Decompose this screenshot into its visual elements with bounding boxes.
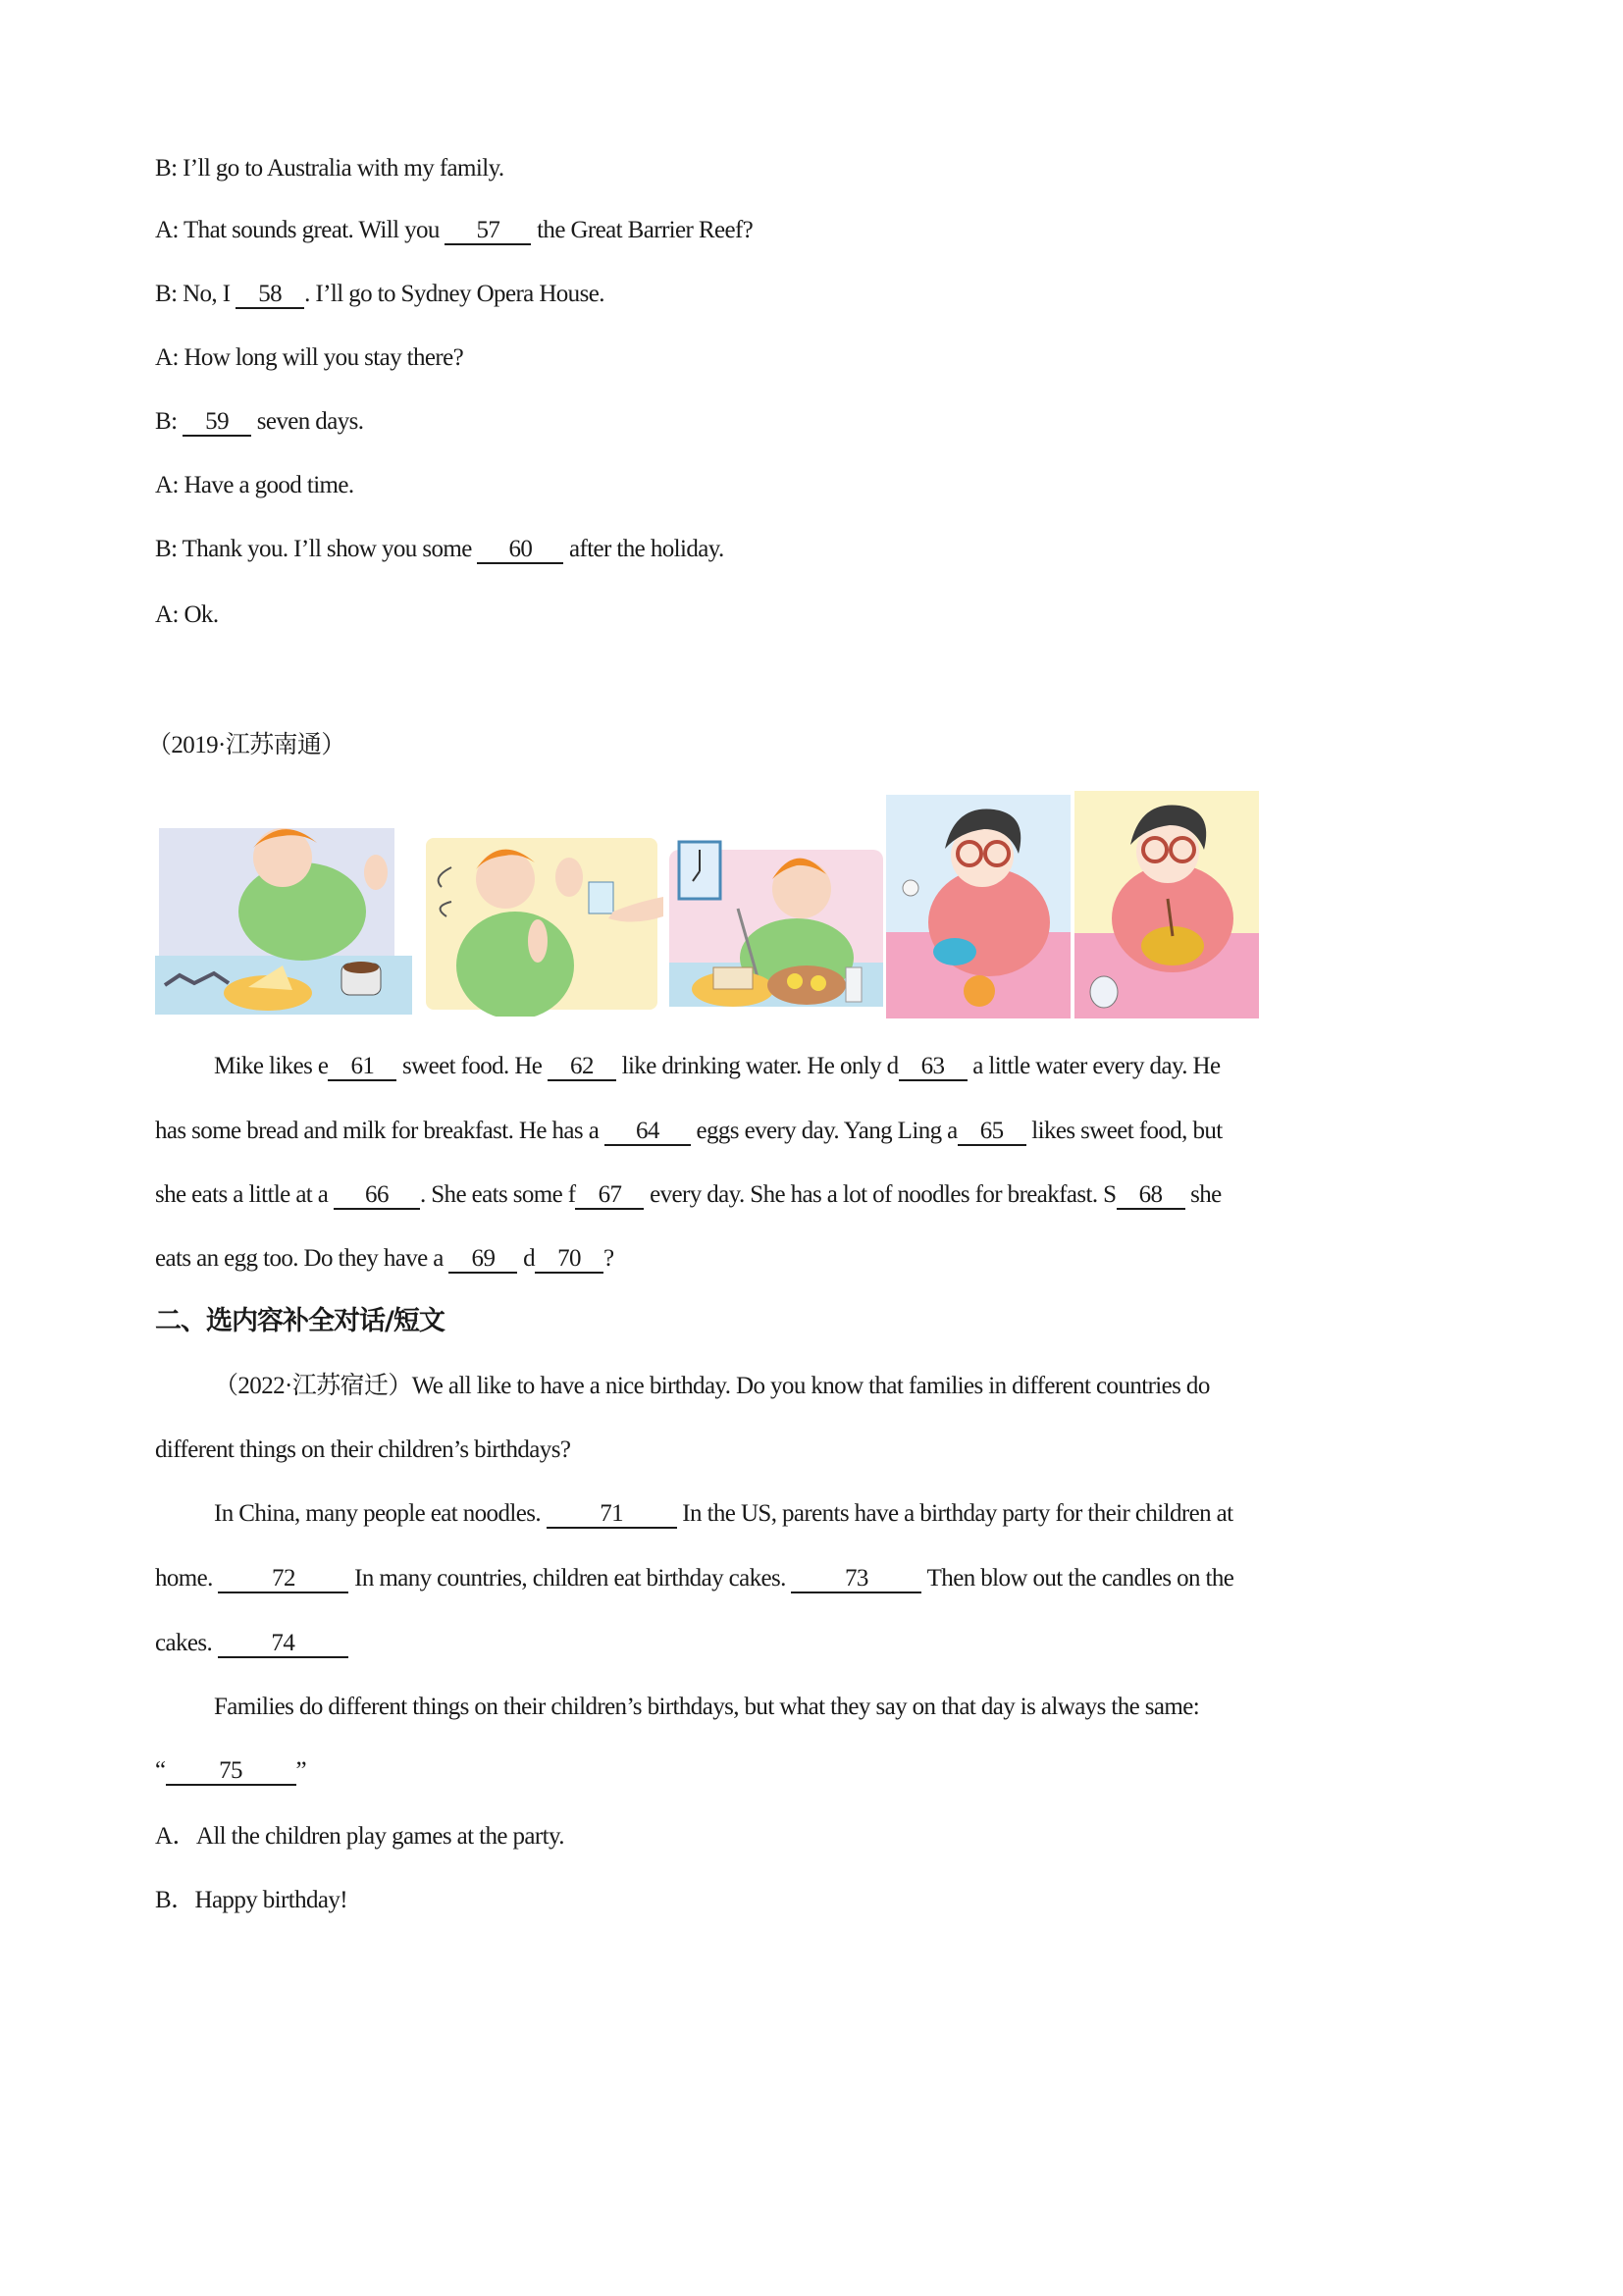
blank-63[interactable]: 63	[899, 1054, 968, 1081]
passage-text: cakes.	[155, 1630, 218, 1656]
speaker: A:	[155, 217, 179, 243]
dialogue-text: I’ll go to Australia with my family.	[183, 155, 504, 182]
section1-source: （2019·江苏南通）	[147, 732, 345, 758]
passage-text: likes sweet food, but	[1025, 1118, 1223, 1144]
dialogue-line-6	[155, 471, 354, 500]
blank-66[interactable]: 66	[334, 1182, 420, 1210]
passage-text: In many countries, children eat birthday cakes.	[348, 1565, 792, 1592]
blank-61[interactable]: 61	[328, 1054, 396, 1081]
passage-text: eggs every day. Yang Ling a	[690, 1118, 958, 1144]
blank-69[interactable]: 69	[448, 1246, 517, 1274]
blank-74[interactable]: 74	[218, 1631, 348, 1658]
blank-58[interactable]: 58	[236, 282, 304, 309]
passage2-line-5	[155, 1756, 306, 1786]
close-quote: ”	[295, 1757, 306, 1784]
section2-source: （2022·江苏宿迁）	[214, 1373, 412, 1399]
passage1-line-2	[155, 1117, 1223, 1146]
passage1-line-1	[214, 1052, 1470, 1081]
passage1-line-3	[155, 1180, 1222, 1210]
passage-text: In the US, parents have a birthday party for their children at	[676, 1500, 1233, 1527]
passage2-line-1	[214, 1499, 1233, 1529]
dialogue-text: Ok.	[183, 601, 219, 628]
passage-text: d	[517, 1245, 536, 1272]
dialogue-text: No, I	[183, 281, 236, 307]
dialogue-text: Thank you. I’ll show you some	[182, 536, 478, 562]
dialogue-text: . I’ll go to Sydney Opera House.	[304, 281, 604, 307]
passage-text: In China, many people eat noodles.	[214, 1500, 547, 1527]
passage-text: like drinking water. He only d	[615, 1053, 899, 1079]
speaker: B:	[155, 155, 178, 182]
passage1-line-4	[155, 1244, 614, 1274]
passage-text: ?	[603, 1245, 614, 1272]
dialogue-line-8	[155, 600, 218, 630]
yangling-fruit-picture	[886, 795, 1071, 1018]
section2-heading: 二、选内容补全对话/短文	[155, 1306, 445, 1336]
option-letter: B．	[155, 1887, 195, 1913]
passage-text: she	[1184, 1181, 1222, 1208]
dialogue-line-7	[155, 535, 724, 564]
blank-68[interactable]: 68	[1117, 1182, 1185, 1210]
passage-text: eats an egg too. Do they have a	[155, 1245, 449, 1272]
blank-59[interactable]: 59	[183, 409, 251, 437]
dialogue-line-5	[155, 407, 363, 437]
blank-70[interactable]: 70	[535, 1246, 603, 1274]
blank-64[interactable]: 64	[604, 1119, 691, 1146]
dialogue-text: the Great Barrier Reef?	[531, 217, 754, 243]
yangling-noodles-picture	[1074, 791, 1259, 1018]
speaker: B:	[155, 536, 178, 562]
blank-71[interactable]: 71	[547, 1501, 677, 1529]
dialogue-line-4	[155, 343, 463, 373]
passage-text: home.	[155, 1565, 219, 1592]
open-quote: “	[155, 1757, 166, 1784]
speaker: B:	[155, 281, 178, 307]
passage-text: a little water every day. He	[967, 1053, 1221, 1079]
blank-67[interactable]: 67	[575, 1182, 644, 1210]
blank-60[interactable]: 60	[477, 537, 563, 564]
dialogue-text: seven days.	[251, 408, 364, 435]
blank-57[interactable]: 57	[445, 218, 531, 245]
passage-text: Mike likes e	[214, 1053, 329, 1079]
speaker: B:	[155, 408, 178, 435]
blank-65[interactable]: 65	[958, 1119, 1026, 1146]
intro-text: We all like to have a nice birthday. Do you know that families in different countries do	[411, 1373, 1210, 1399]
dialogue-text: How long will you stay there?	[183, 344, 464, 371]
blank-73[interactable]: 73	[791, 1566, 921, 1593]
mike-breakfast-picture	[669, 830, 883, 1018]
passage-text: every day. She has a lot of noodles for breakfast. S	[644, 1181, 1117, 1208]
dialogue-line-1	[155, 154, 504, 183]
passage-text: Then blow out the candles on the	[921, 1565, 1234, 1592]
speaker: A:	[155, 344, 179, 371]
option-a	[155, 1822, 564, 1852]
mike-sweets-picture	[155, 818, 418, 1017]
passage-text: she eats a little at a	[155, 1181, 334, 1208]
dialogue-text: That sounds great. Will you	[183, 217, 445, 243]
dialogue-line-2	[155, 216, 753, 245]
passage-text: . She eats some f	[419, 1181, 576, 1208]
option-text: Happy birthday!	[194, 1887, 348, 1913]
blank-75[interactable]: 75	[166, 1758, 296, 1786]
mike-refuses-water-picture	[422, 818, 663, 1017]
passage2-line-4: Families do different things on their children’s birthdays, but what they say on that day is always the same:	[214, 1694, 1200, 1720]
passage-text: sweet food. He	[396, 1053, 548, 1079]
speaker: A:	[155, 601, 179, 628]
blank-72[interactable]: 72	[218, 1566, 348, 1593]
option-b	[155, 1886, 347, 1915]
option-letter: A．	[155, 1823, 196, 1850]
passage2-line-2	[155, 1564, 1233, 1593]
passage-text: has some bread and milk for breakfast. He has a	[155, 1118, 604, 1144]
section2-intro-line-2: different things on their children’s birthdays?	[155, 1436, 571, 1463]
section2-intro-line-1	[214, 1372, 1210, 1401]
dialogue-line-3	[155, 280, 604, 309]
speaker: A:	[155, 472, 179, 498]
blank-62[interactable]: 62	[548, 1054, 616, 1081]
passage2-line-3	[155, 1629, 348, 1658]
dialogue-text: after the holiday.	[563, 536, 724, 562]
option-text: All the children play games at the party.	[195, 1823, 564, 1850]
dialogue-text: Have a good time.	[183, 472, 354, 498]
